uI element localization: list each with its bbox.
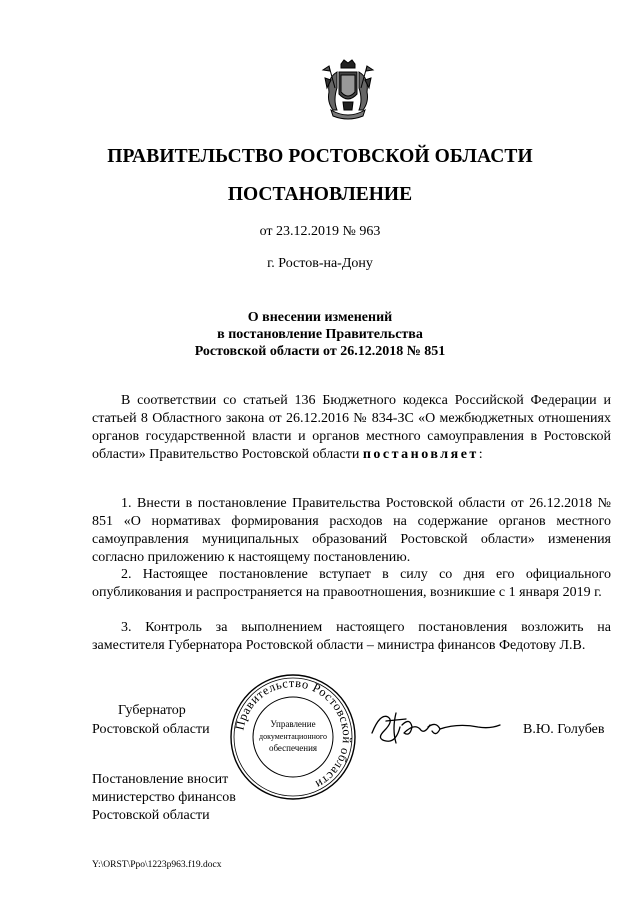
document-title [0, 309, 640, 360]
clause-3: 3. Контроль за выполнением настоящего постановления возложить на заместителя Губернатора Ростовской области – министра финансов Федотову Л.В. [92, 620, 611, 653]
submitter-line: Ростовской области [92, 808, 210, 823]
preamble-paragraph [92, 392, 611, 464]
document-date-number: от 23.12.2019 № 963 [259, 224, 381, 239]
signatory-title-line1: Губернатор [118, 703, 186, 718]
submitter-line: министерство финансов [92, 790, 236, 805]
file-path: Y:\ORST\Ppo\1223p963.f19.docx [92, 860, 222, 870]
submitter-line: Постановление вносит [92, 772, 229, 787]
signatory-title-line2: Ростовской области [92, 722, 210, 737]
coat-of-arms-icon [317, 58, 379, 122]
seal-center-line: обеспечения [268, 743, 318, 753]
preamble-colon: : [478, 447, 483, 462]
signer-name: В.Ю. Голубев [523, 722, 605, 737]
seal-ring-text: Правительство Ростовской области [232, 675, 355, 792]
government-name: ПРАВИТЕЛЬСТВО РОСТОВСКОЙ ОБЛАСТИ [107, 146, 533, 167]
official-seal-icon [228, 672, 358, 802]
handwritten-signature-icon [366, 703, 506, 751]
document-city: г. Ростов-на-Дону [267, 256, 373, 271]
resolves-word: постановляет [362, 447, 479, 462]
document-type: ПОСТАНОВЛЕНИЕ [227, 184, 413, 205]
seal-center-line: документационного [259, 732, 327, 741]
submitter-block [92, 771, 236, 825]
preamble-text: В соответствии со статьей 136 Бюджетного кодекса Российской Федерации и статьей 8 Областного закона от 26.12.2016 № 834-ЗС «О межбюджетных отношениях органов государственной власти и органов местного самоуправления в Ростовской области» Правительство Ростовской области [92, 393, 611, 462]
title-line: в постановление Правительства [217, 327, 423, 342]
clause-2: 2. Настоящее постановление вступает в силу со дня его официального опубликования и распространяется на правоотношения, возникшие с 1 января 2019 г. [92, 567, 611, 600]
seal-center-line: Управление [270, 719, 316, 729]
title-line: Ростовской области от 26.12.2018 № 851 [194, 344, 446, 359]
title-line: О внесении изменений [247, 310, 393, 325]
clause-1: 1. Внести в постановление Правительства Ростовской области от 26.12.2018 № 851 «О нормативах формирования расходов на содержание органов местного самоуправления муниципальных образований Ростовской области» изменения согласно приложению к настоящему постановлению. [92, 496, 611, 565]
